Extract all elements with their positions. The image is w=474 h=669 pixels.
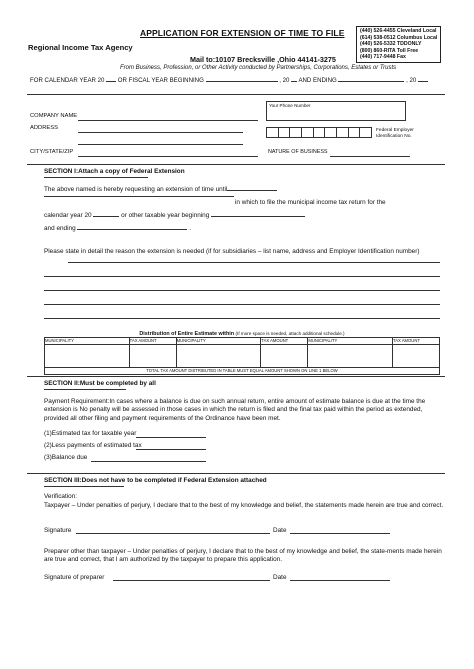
heading-underline <box>44 389 126 390</box>
reason-text: Please state in detail the reason the extension is needed (if for subsidiaries – list name, address and Employer Identification number) <box>44 248 420 255</box>
divider <box>27 473 445 474</box>
phone-line: (440) 717-9448 Fax <box>360 54 406 61</box>
reason-line[interactable] <box>44 276 440 277</box>
phone-line: (440) 526-5332 TDDONLY <box>360 41 422 48</box>
mail-address: Mail to:10107 Brecksville ,Ohio 44141-3275 <box>190 55 336 64</box>
fiscal-begin-year-field[interactable] <box>291 81 297 82</box>
payment-requirement-text: Payment Requirement:In cases where a balance is due on such annual return, entire amount of estimate balance is due at the time the extension is No penalty will be assessed in those cases in which the return is filed and the final tax paid within the period as extended, provided all other filing and payment requirements of the Ordinance have been met. <box>44 398 426 422</box>
section1-line2: calendar year 20 or other taxable year beginning <box>44 212 305 220</box>
col-municipality: MUNICIPALITY <box>45 338 130 344</box>
heading-underline <box>44 177 148 178</box>
divider <box>27 376 445 377</box>
business-label: NATURE OF BUSINESS <box>268 149 328 155</box>
payments-field[interactable] <box>136 449 206 450</box>
fein-box[interactable] <box>266 127 372 138</box>
year-field[interactable] <box>106 81 116 82</box>
company-name-label: COMPANY NAME <box>30 113 78 119</box>
col-municipality: MUNICIPALITY <box>177 338 262 344</box>
from-note: From Business, Profession, or Other Activity conducted by Partnerships, Corporations, Estates or Trusts <box>120 65 397 71</box>
preparer-declaration: Preparer other than taxpayer – Under penalties of perjury, I declare that to the best of my knowledge and belief, the state-ments made herein are true and correct, that I am authorized by the taxpayer to prepare this application. <box>44 548 442 564</box>
table-total-row: TOTAL TAX AMOUNT DISTRIBUTED IN TABLE MUST EQUAL AMOUNT SHOWN ON LINE 1 BELOW <box>44 368 440 375</box>
reason-line[interactable] <box>44 290 440 291</box>
balance-due-label: (3)Balance due <box>44 454 88 461</box>
payments-label: (2)Less payments of estimated tax <box>44 442 142 449</box>
form-title: APPLICATION FOR EXTENSION OF TIME TO FILE <box>140 28 345 38</box>
company-name-field[interactable] <box>78 112 258 121</box>
date-label: Date <box>273 527 287 534</box>
preparer-signature-label: Signature of preparer <box>44 574 105 581</box>
phone-list <box>356 26 441 63</box>
fiscal-end-field[interactable] <box>338 81 404 82</box>
section1-heading: SECTION I:Attach a copy of Federal Extension <box>44 168 185 175</box>
phone-number-label: Your Phone Number <box>269 103 311 108</box>
col-tax-amount: TAX AMOUNT <box>393 338 420 343</box>
col-tax-amount: TAX AMOUNT <box>130 338 177 344</box>
table-row[interactable] <box>44 345 440 368</box>
calendar-year-line: FOR CALENDAR YEAR 20 OR FISCAL YEAR BEGINNING , 20 AND ENDING , 20 <box>30 77 428 84</box>
preparer-signature-field[interactable] <box>113 580 270 581</box>
section1-line3: and ending . <box>44 225 191 232</box>
extension-date-field-2[interactable] <box>44 196 234 197</box>
fein-label: Federal Employer Identification No. <box>376 128 414 139</box>
taxable-year-end-field[interactable] <box>77 229 187 230</box>
date-field[interactable] <box>290 533 390 534</box>
date-field-2[interactable] <box>290 580 390 581</box>
address-field-2[interactable] <box>78 136 243 145</box>
reason-line[interactable] <box>44 304 440 305</box>
verification-label: Verification: <box>44 493 78 500</box>
balance-due-field[interactable] <box>91 461 206 462</box>
agency-name: Regional Income Tax Agency <box>28 43 133 52</box>
signature-field[interactable] <box>76 533 270 534</box>
phone-line: (614) 538-0512 Columbus Local <box>360 34 438 41</box>
heading-underline <box>44 486 124 487</box>
fiscal-begin-field[interactable] <box>206 81 278 82</box>
city-field[interactable] <box>78 148 258 157</box>
reason-line[interactable] <box>44 318 440 319</box>
col-tax-amount: TAX AMOUNT <box>261 338 308 344</box>
section1-line1: The above named is hereby requesting an extension of time until <box>44 186 277 194</box>
table-heading: Distribution of Entire Estimate within (If more space is needed, attach additional schedule.) <box>139 331 345 337</box>
divider <box>27 164 445 165</box>
signature-label: Signature <box>44 527 72 534</box>
phone-line: (440) 526-4455 Cleveland Local <box>360 28 437 34</box>
city-label: CITY/STATE/ZIP <box>30 149 74 155</box>
address-field-1[interactable] <box>78 124 243 133</box>
estimated-tax-field[interactable] <box>136 437 206 438</box>
reason-line[interactable] <box>68 262 440 263</box>
taxable-year-begin-field[interactable] <box>211 216 305 217</box>
extension-date-field[interactable] <box>227 190 277 191</box>
date-label-2: Date <box>273 574 287 581</box>
col-municipality: MUNICIPALITY <box>308 338 393 344</box>
phone-line: (800) 860-RITA Toll Free <box>360 47 419 54</box>
section3-heading: SECTION III:Does not have to be completed if Federal Extension attached <box>44 477 267 484</box>
phone-number-box[interactable] <box>266 101 406 121</box>
section2-heading: SECTION II:Must be completed by all <box>44 380 156 387</box>
business-field[interactable] <box>330 148 410 157</box>
distribution-table <box>44 331 440 375</box>
table-header-row <box>44 337 440 345</box>
address-label: ADDRESS <box>30 125 59 131</box>
taxpayer-declaration: Taxpayer – Under penalties of perjury, I declare that to the best of my knowledge and belief, the statements made herein are true and correct. <box>44 502 444 509</box>
divider <box>27 94 445 95</box>
year-field-2[interactable] <box>93 216 119 217</box>
section1-line1b: in which to file the municipal income tax return for the <box>235 199 386 206</box>
estimated-tax-label: (1)Estimated tax for taxable year <box>44 430 137 437</box>
fiscal-end-year-field[interactable] <box>418 81 428 82</box>
